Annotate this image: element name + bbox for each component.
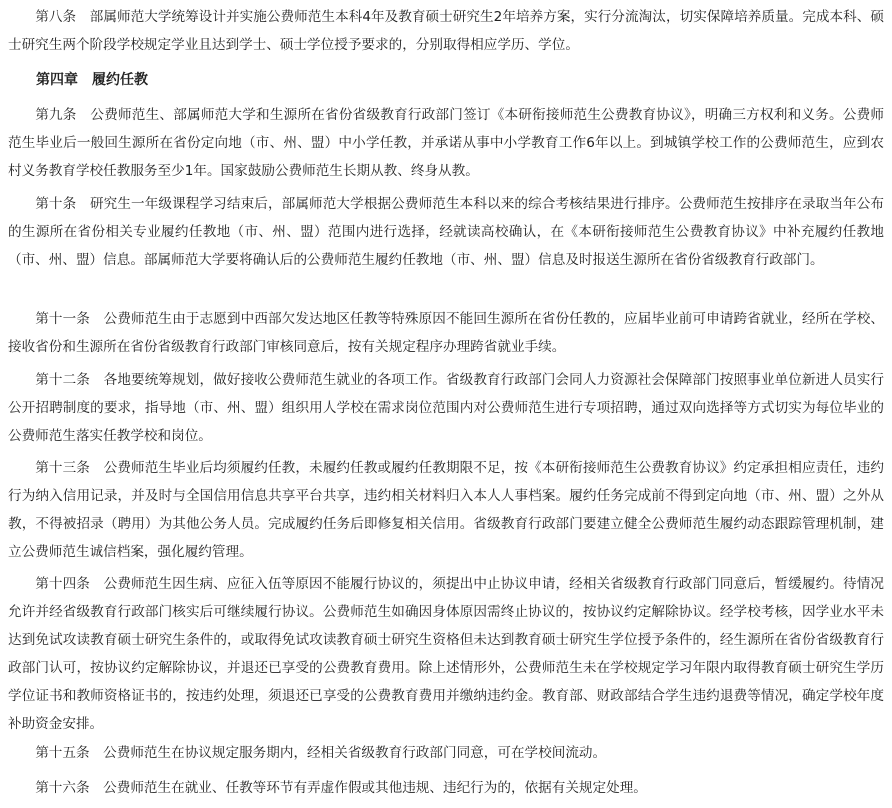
article-11: 第十一条 公费师范生由于志愿到中西部欠发达地区任教等特殊原因不能回生源所在省份任教的，应届毕业前可申请跨省就业，经所在学校、接收省份和生源所在省份省级教育行政部门审核同意后，按有关规定程序办理跨省就业手续。 <box>8 311 884 355</box>
article-9: 第九条 公费师范生、部属师范大学和生源所在省份省级教育行政部门签订《本研衔接师范生公费教育协议》，明确三方权利和义务。公费师范生毕业后一般回生源所在省份定向地（市、州、盟）中小学任教，并承诺从事中小学教育工作6年以上。到城镇学校工作的公费师范生，应到农村义务教育学校任教服务至少1年。国家鼓励公费师范生长期从教、终身从教。 <box>8 107 884 179</box>
article-13: 第十三条 公费师范生毕业后均须履约任教，未履约任教或履约任教期限不足，按《本研衔接师范生公费教育协议》约定承担相应责任，违约行为纳入信用记录，并及时与全国信用信息共享平台共享，违约相关材料归入本人人事档案。履约任务完成前不得到定向地（市、州、盟）之外从教，不得被招录（聘用）为其他公务人员。完成履约任务后即修复相关信用。省级教育行政部门要建立健全公费师范生履约动态跟踪管理机制，建立公费师范生诚信档案，强化履约管理。 <box>8 460 884 560</box>
article-8: 第八条 部属师范大学统筹设计并实施公费师范生本科4年及教育硕士研究生2年培养方案，实行分流淘汰，切实保障培养质量。完成本科、硕士研究生两个阶段学校规定学业且达到学士、硕士学位授予要求的，分别取得相应学历、学位。 <box>8 9 884 53</box>
article-12: 第十二条 各地要统筹规划，做好接收公费师范生就业的各项工作。省级教育行政部门会同人力资源社会保障部门按照事业单位新进人员实行公开招聘制度的要求，指导地（市、州、盟）组织用人学校在需求岗位范围内对公费师范生进行专项招聘，通过双向选择等方式切实为每位毕业的公费师范生落实任教学校和岗位。 <box>8 372 884 444</box>
article-14: 第十四条 公费师范生因生病、应征入伍等原因不能履行协议的，须提出中止协议申请，经相关省级教育行政部门同意后，暂缓履约。待情况允许并经省级教育行政部门核实后可继续履行协议。公费师范生如确因身体原因需终止协议的，按协议约定解除协议。经学校考核，因学业水平未达到免试攻读教育硕士研究生条件的，或取得免试攻读教育硕士研究生资格但未达到教育硕士研究生学位授予条件的，经生源所在省份省级教育行政部门认可，按协议约定解除协议，并退还已享受的公费教育费用。除上述情形外，公费师范生未在学校规定学习年限内取得教育硕士研究生学历学位证书和教师资格证书的，按违约处理，须退还已享受的公费教育费用并缴纳违约金。教育部、财政部结合学生违约退费等情况，确定学校年度补助资金安排。 <box>8 576 884 732</box>
chapter-heading: 第四章 履约任教 <box>36 72 148 88</box>
article-10: 第十条 研究生一年级课程学习结束后，部属师范大学根据公费师范生本科以来的综合考核结果进行排序。公费师范生按排序在录取当年公布的生源所在省份相关专业履约任教地（市、州、盟）范围内进行选择，经就读高校确认，在《本研衔接师范生公费教育协议》中补充履约任教地（市、州、盟）信息。部属师范大学要将确认后的公费师范生履约任教地（市、州、盟）信息及时报送生源所在省份省级教育行政部门。 <box>8 196 884 268</box>
article-16: 第十六条 公费师范生在就业、任教等环节有弄虚作假或其他违规、违纪行为的，依据有关规定处理。 <box>35 780 647 796</box>
article-15: 第十五条 公费师范生在协议规定服务期内，经相关省级教育行政部门同意，可在学校间流动。 <box>35 745 607 761</box>
